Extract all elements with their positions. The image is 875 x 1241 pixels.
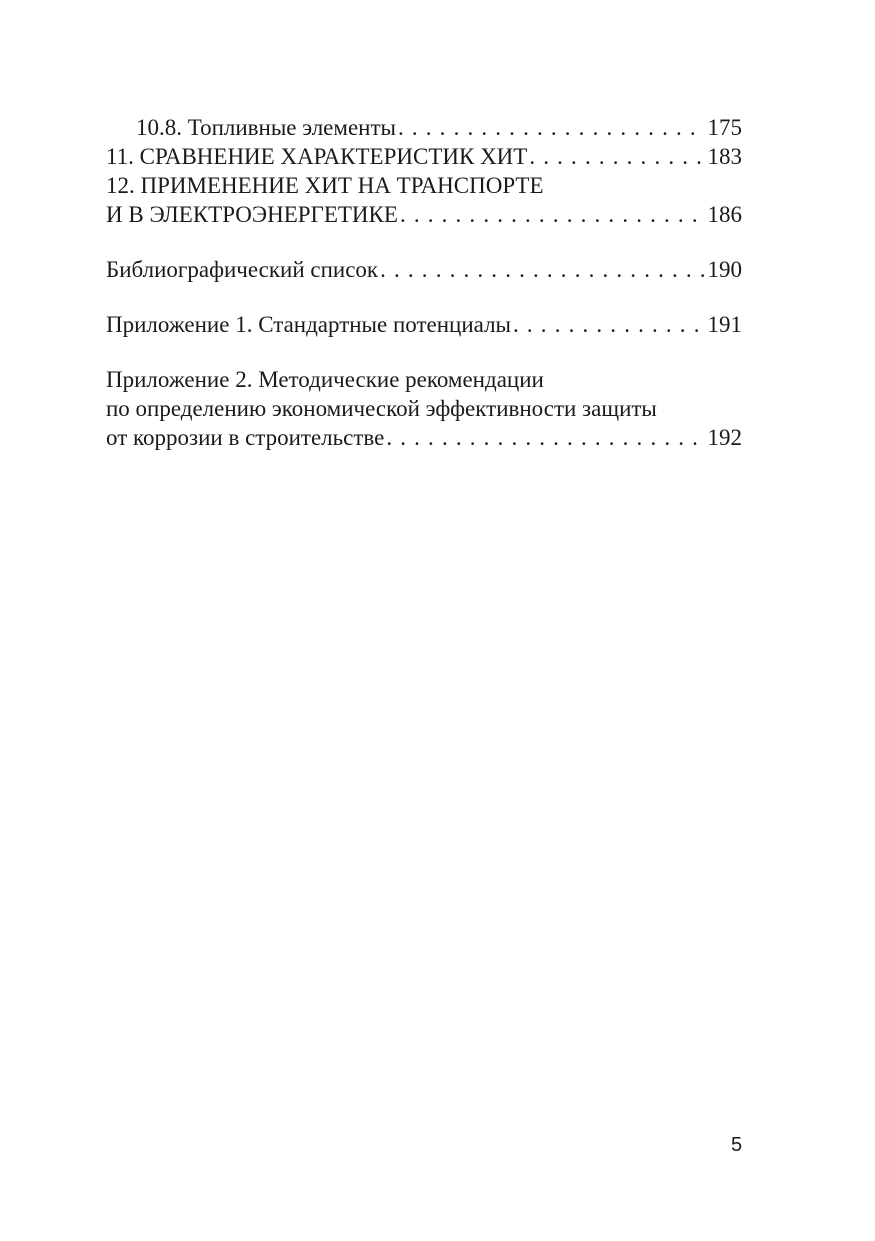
toc-spacer	[106, 229, 742, 255]
toc-entry-title: по определению экономической эффективности защиты	[106, 396, 657, 421]
toc-entry	[106, 113, 742, 142]
toc-spacer	[106, 284, 742, 310]
toc-entry-title: И В ЭЛЕКТРОЭНЕРГЕТИКЕ	[106, 202, 398, 227]
toc-leader-dots	[513, 310, 704, 339]
toc-entry	[106, 142, 742, 171]
toc-leader-dots	[386, 423, 703, 452]
toc-entry-title: Приложение 2. Методические рекомендации	[106, 367, 544, 392]
toc-entry-title: 10.8. Топливные элементы	[136, 115, 396, 140]
toc-entry-title: Библиографический список	[106, 257, 379, 282]
toc-entry	[106, 255, 742, 284]
toc-entry	[106, 310, 742, 339]
toc-entry-page: 186	[707, 202, 742, 227]
toc-leader-dots	[400, 200, 704, 229]
toc-entry-title: Приложение 1. Стандартные потенциалы	[106, 312, 511, 337]
table-of-contents	[106, 113, 742, 452]
toc-entry-page: 190	[707, 257, 742, 282]
toc-leader-dots	[529, 142, 703, 171]
toc-entry-page: 191	[707, 312, 742, 337]
toc-entry	[106, 423, 742, 452]
toc-entry	[106, 200, 742, 229]
toc-leader-dots	[380, 255, 703, 284]
toc-spacer	[106, 339, 742, 365]
toc-entry-title: от коррозии в строительстве	[106, 425, 385, 450]
toc-entry-page: 183	[707, 144, 742, 169]
toc-entry-line	[106, 171, 742, 200]
toc-entry-page: 175	[707, 115, 742, 140]
toc-entry-line	[106, 394, 742, 423]
toc-leader-dots	[398, 113, 704, 142]
page-number: 5	[731, 1134, 743, 1156]
toc-entry-page: 192	[707, 425, 742, 450]
toc-entry-title: 11. СРАВНЕНИЕ ХАРАКТЕРИСТИК ХИТ	[106, 144, 528, 169]
toc-entry-line	[106, 365, 742, 394]
toc-entry-title: 12. ПРИМЕНЕНИЕ ХИТ НА ТРАНСПОРТЕ	[106, 173, 544, 198]
